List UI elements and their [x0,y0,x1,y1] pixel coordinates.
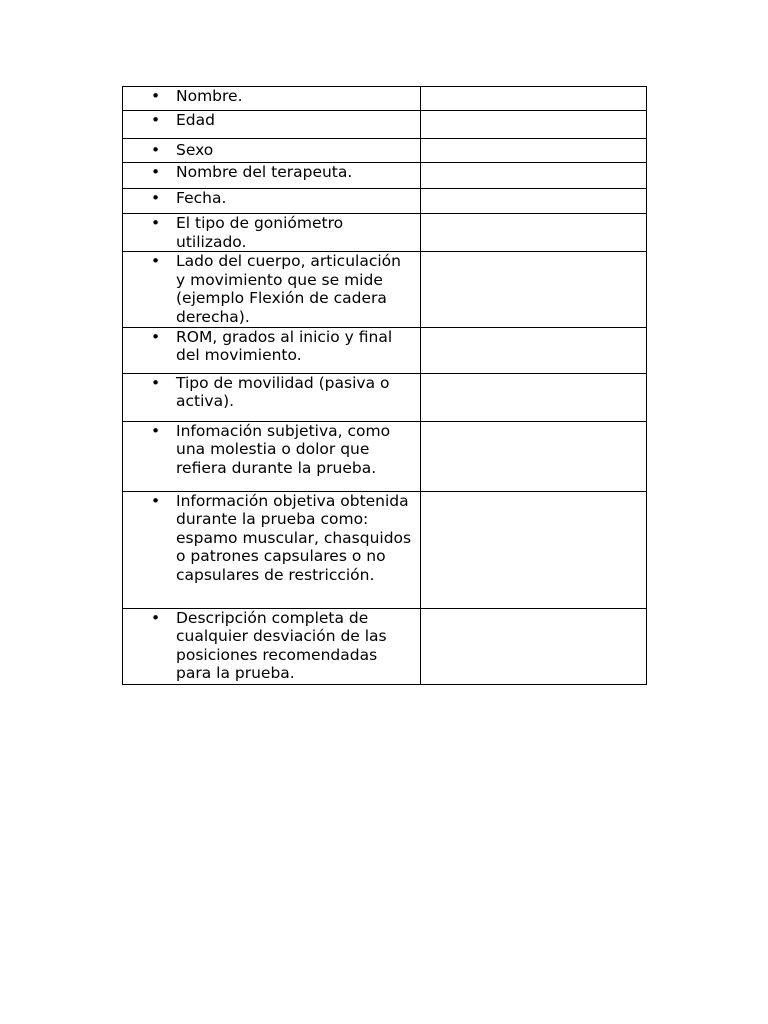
field-age-value[interactable] [421,111,647,139]
field-goniometer-label: El tipo de goniómetro utilizado. [176,214,344,251]
field-label-cell [123,327,421,373]
field-label-cell [123,252,421,327]
field-label-cell [123,421,421,491]
table-row [123,491,647,608]
field-mobility-label: Tipo de movilidad (pasiva o activa). [176,373,390,411]
bullet-icon: • [151,373,161,392]
bullet-icon: • [151,141,161,159]
bullet-icon: • [151,214,161,232]
field-label-cell [123,373,421,421]
field-sex-value[interactable] [421,139,647,163]
bullet-icon: • [151,327,161,346]
field-deviation-value[interactable] [421,608,647,684]
field-age-label: Edad [176,111,215,129]
field-therapist-label: Nombre del terapeuta. [176,163,353,181]
field-body-side-label: Lado del cuerpo, articulación y movimiento que se mide (ejemplo Flexión de cadera derecha). [176,252,401,326]
field-name-value[interactable] [421,87,647,111]
table-row [123,608,647,684]
field-mobility-value[interactable] [421,373,647,421]
field-rom-value[interactable] [421,327,647,373]
field-name-label: Nombre. [176,87,243,105]
bullet-icon: • [151,608,161,627]
bullet-icon: • [151,111,161,129]
field-subjective-value[interactable] [421,421,647,491]
field-label-cell [123,87,421,111]
goniometry-record-table [122,86,647,685]
table-row [123,111,647,139]
table-row [123,87,647,111]
field-deviation-label: Descripción completa de cualquier desviación de las posiciones recomendadas para la prueba. [176,608,387,683]
table-row [123,163,647,189]
table-row [123,373,647,421]
field-sex-label: Sexo [176,141,214,159]
bullet-icon: • [151,491,161,510]
bullet-icon: • [151,163,161,181]
field-goniometer-value[interactable] [421,214,647,252]
field-label-cell [123,491,421,608]
table-row [123,139,647,163]
table-row [123,421,647,491]
field-label-cell [123,608,421,684]
field-label-cell [123,163,421,189]
table-row [123,252,647,327]
field-therapist-value[interactable] [421,163,647,189]
field-date-value[interactable] [421,189,647,214]
table-row [123,214,647,252]
field-label-cell [123,214,421,252]
field-subjective-label: Infomación subjetiva, como una molestia o dolor que refiera durante la prueba. [176,421,391,477]
field-label-cell [123,111,421,139]
bullet-icon: • [151,252,161,271]
table-row [123,327,647,373]
table-row [123,189,647,214]
bullet-icon: • [151,421,161,440]
field-rom-label: ROM, grados al inicio y final del movimiento. [176,327,393,365]
field-label-cell [123,139,421,163]
field-objective-label: Información objetiva obtenida durante la prueba como: espamo muscular, chasquidos o patrones capsulares o no capsulares de restricción. [176,491,412,584]
field-label-cell [123,189,421,214]
field-body-side-value[interactable] [421,252,647,327]
bullet-icon: • [151,189,161,207]
field-objective-value[interactable] [421,491,647,608]
field-date-label: Fecha. [176,189,227,207]
bullet-icon: • [151,87,161,105]
